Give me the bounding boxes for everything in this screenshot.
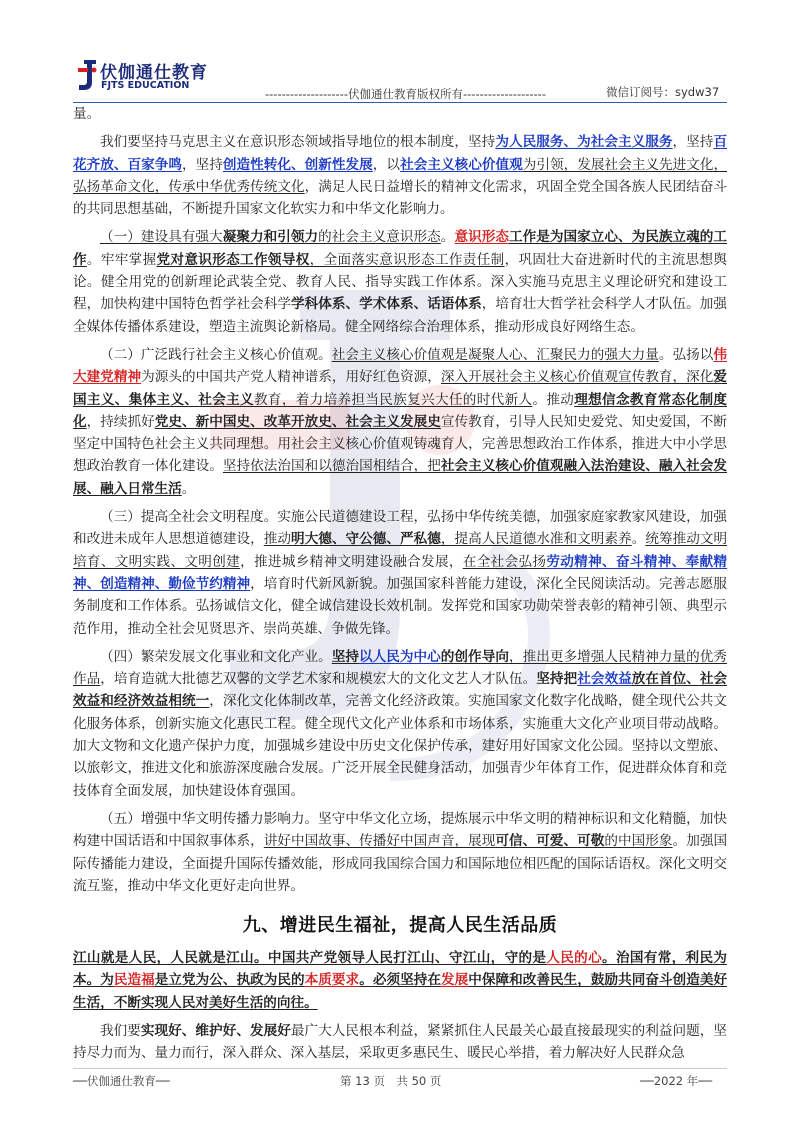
page-number: 第 13 页 共 50 页 [340, 1074, 442, 1088]
logo-icon [76, 58, 98, 92]
paragraph-ideology: （一）建设具有强大凝聚力和引领力的社会主义意识形态。意识形态工作是为国家立心、为民族立魂的工作。牢牢掌握党对意识形态工作领导权，全面落实意识形态工作责任制，巩固壮大奋进新时代的主流思想舆论。健全用党的创新理论武装全党、教育人民、指导实践工作体系。深入实施马克思主义理论研究和建设工程，加快构建中国特色哲学社会科学学科体系、学术体系、话语体系，培育壮大哲学社会科学人才队伍。加强全媒体传播体系建设，塑造主流舆论新格局。健全网络综合治理体系，推动形成良好网络生态。 [73, 229, 728, 335]
document-body [73, 103, 727, 1065]
paragraph-cultural-system: 我们要坚持马克思主义在意识形态领域指导地位的根本制度，坚持为人民服务、为社会主义服务，坚持百花齐放、百家争鸣，坚持创造性转化、创新性发展，以社会主义核心价值观为引领，发展社会主义先进文化，弘扬革命文化，传承中华优秀传统文化，满足人民日益增长的精神文化需求，巩固全党全国各族人民团结奋斗的共同思想基础，不断提升国家文化软实力和中华文化影响力。 [73, 134, 728, 218]
paragraph-fragment: 量。 [73, 106, 101, 122]
footer-year: ──2022 年── [640, 1074, 713, 1088]
logo-text: 伏伽通仕教育 [100, 63, 208, 83]
paragraph-livelihood: 我们要实现好、维护好、发展好最广大人民根本利益，紧紧抓住人民最关心最直接最现实的利益问题，坚持尽力而为、量力而行，深入群众、深入基层，采取更多惠民生、暖民心举措，着力解决好人民群众急 [73, 1022, 728, 1062]
paragraph-livelihood-intro: 江山就是人民，人民就是江山。中国共产党领导人民打江山、守江山，守的是人民的心。治国有常，利民为本。为民造福是立党为公、执政为民的本质要求。必须坚持在发展中保障和改善民生，鼓励共同奋斗创造美好生活，不断实现人民对美好生活的向往。 [73, 950, 728, 1011]
header-wechat: 微信订阅号：sydw37 [606, 85, 720, 99]
footer-divider [73, 1068, 727, 1069]
footer-brand: ──伏伽通仕教育── [73, 1074, 170, 1088]
paragraph-core-values: （二）广泛践行社会主义核心价值观。社会主义核心价值观是凝聚人心、汇聚民力的强大力量。弘扬以伟大建党精神为源头的中国共产党人精神谱系，用好红色资源，深入开展社会主义核心价值观宣传教育，深化爱国主义、集体主义、社会主义教育，着力培养担当民族复兴大任的时代新人。推动理想信念教育常态化制度化，持续抓好党史、新中国史、改革开放史、社会主义发展史宣传教育，引导人民知史爱党、知史爱国，不断坚定中国特色社会主义共同理想。用社会主义核心价值观铸魂育人，完善思想政治工作体系，推进大中小学思想政治教育一体化建设。坚持依法治国和以德治国相结合，把社会主义核心价值观融入法治建设、融入社会发展、融入日常生活。 [73, 346, 728, 497]
header-copyright: --------------------伏伽通仕教育版权所有-------------------- [265, 87, 546, 101]
paragraph-civilization: （三）提高全社会文明程度。实施公民道德建设工程，弘扬中华传统美德，加强家庭家教家风建设，加强和改进未成年人思想道德建设，推动明大德、守公德、严私德，提高人民道德水准和文明素养。统筹推动文明培育、文明实践、文明创建，推进城乡精神文明建设融合发展，在全社会弘扬劳动精神、奋斗精神、奉献精神、创造精神、勤俭节约精神，培育时代新风新貌。加强国家科普能力建设，深化全民阅读活动。完善志愿服务制度和工作体系。弘扬诚信文化，健全诚信建设长效机制。发挥党和国家功勋荣誉表彰的精神引领、典型示范作用，推动全社会见贤思齐、崇尚英雄、争做先锋。 [73, 509, 728, 637]
section-title: 九、增进民生福祉，提高人民生活品质 [242, 915, 558, 937]
paragraph-culture-industry: （四）繁荣发展文化事业和文化产业。坚持以人民为中心的创作导向，推出更多增强人民精神力量的优秀作品，培育造就大批德艺双馨的文学艺术家和规模宏大的文化文艺人才队伍。坚持把社会效益放在首位、社会效益和经济效益相统一，深化文化体制改革，完善文化经济政策。实施国家文化数字化战略，健全现代公共文化服务体系，创新实施文化惠民工程。健全现代文化产业体系和市场体系，实施重大文化产业项目带动战略。加大文物和文化遗产保护力度，加强城乡建设中历史文化保护传承，建好用好国家文化公园。坚持以文塑旅、以旅彰文，推进文化和旅游深度融合发展。广泛开展全民健身活动，加强青少年体育工作，促进群众体育和竞技体育全面发展，加快建设体育强国。 [73, 648, 728, 799]
logo-subtext: FJTS EDUCATION [101, 80, 190, 91]
page-header [0, 0, 800, 100]
paragraph-communication: （五）增强中华文明传播力影响力。坚守中华文化立场，提炼展示中华文明的精神标识和文化精髓，加快构建中国话语和中国叙事体系，讲好中国故事、传播好中国声音，展现可信、可爱、可敬的中国形象。加强国际传播能力建设，全面提升国际传播效能，形成同我国综合国力和国际地位相匹配的国际话语权。深化文明交流互鉴，推动中华文化更好走向世界。 [73, 810, 728, 894]
